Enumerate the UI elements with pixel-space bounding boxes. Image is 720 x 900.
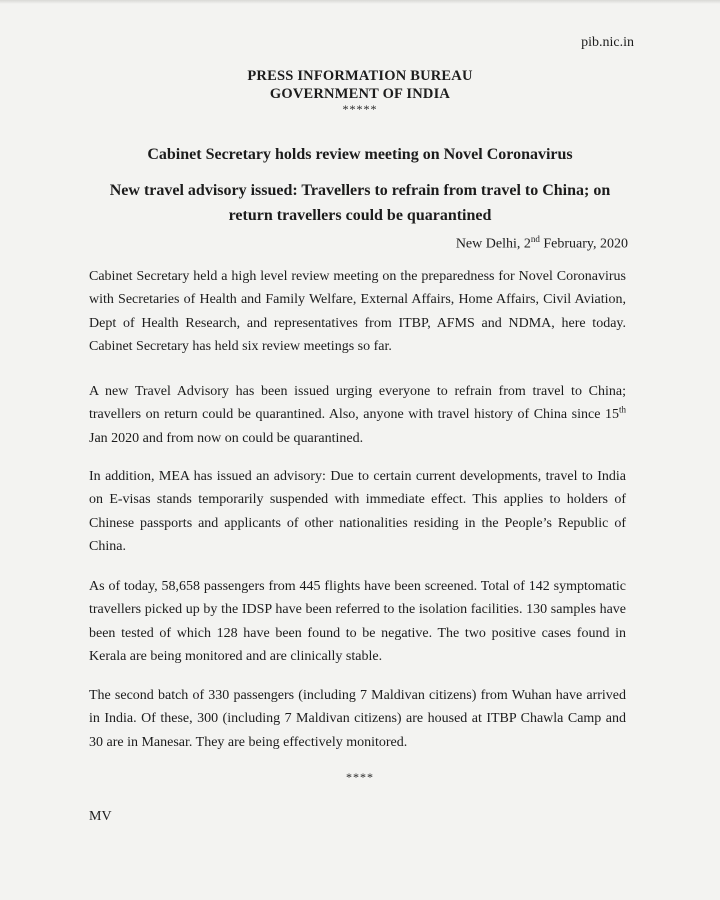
subtitle-line-1: New travel advisory issued: Travellers to refrain from travel to China; on [109, 182, 611, 199]
p2-sup: th [618, 404, 626, 415]
p2-text-a: A new Travel Advisory has been issued urging everyone to refrain from travel to China; travellers on return could be quarantined. Also, anyone with travel history of China since 15 [89, 384, 626, 423]
header-stars: ***** [342, 102, 378, 116]
letterhead [0, 67, 720, 115]
paragraph-screening-stats: As of today, 58,658 passengers from 445 flights have been screened. Total of 142 symptomatic travellers picked up by the IDSP have been referred to the isolation facilities. 130 samples have been tested of which 128 have been found to be negative. The two positive cases found in Kerala are being monitored and are clinically stable. [89, 579, 626, 664]
paragraph-wuhan-evacuation: The second batch of 330 passengers (including 7 Maldivan citizens) from Wuhan have arrived in India. Of these, 300 (including 7 Maldivan citizens) are housed at ITBP Chawla Camp and 30 are in Manesar. They are being effectively monitored. [89, 688, 626, 750]
p2-text-b: Jan 2020 and from now on could be quarantined. [89, 430, 364, 446]
paragraph-mea-advisory: In addition, MEA has issued an advisory: Due to certain current developments, travel to India on E-visas stands temporarily suspended with immediate effect. This applies to holders of Chinese passports and applicants of other nationalities residing in the People’s Republic of China. [89, 469, 626, 554]
release-subtitle [80, 178, 640, 228]
paragraph-review-meeting: Cabinet Secretary held a high level review meeting on the preparedness for Novel Coronavirus with Secretaries of Health and Family Welfare, External Affairs, Home Affairs, Civil Aviation, Dept of Health Research, and representatives from ITBP, AFMS and NDMA, here today. Cabinet Secretary has held six review meetings so far. [89, 269, 626, 354]
dateline-place: New Delhi, 2 [455, 236, 531, 252]
paragraph-travel-advisory [89, 380, 626, 450]
signature-initials: MV [89, 809, 112, 824]
dateline-suffix: nd [530, 234, 540, 244]
page-edge-shadow [0, 0, 720, 4]
subtitle-line-2: return travellers could be quarantined [228, 207, 492, 224]
dateline-month-year: February, 2020 [539, 236, 628, 252]
release-title: Cabinet Secretary holds review meeting on Novel Coronavirus [147, 146, 573, 163]
source-url: pib.nic.in [581, 35, 634, 50]
government-name: GOVERNMENT OF INDIA [269, 86, 451, 102]
dateline [456, 234, 628, 253]
closing-stars: **** [346, 770, 374, 784]
bureau-name: PRESS INFORMATION BUREAU [247, 68, 473, 84]
